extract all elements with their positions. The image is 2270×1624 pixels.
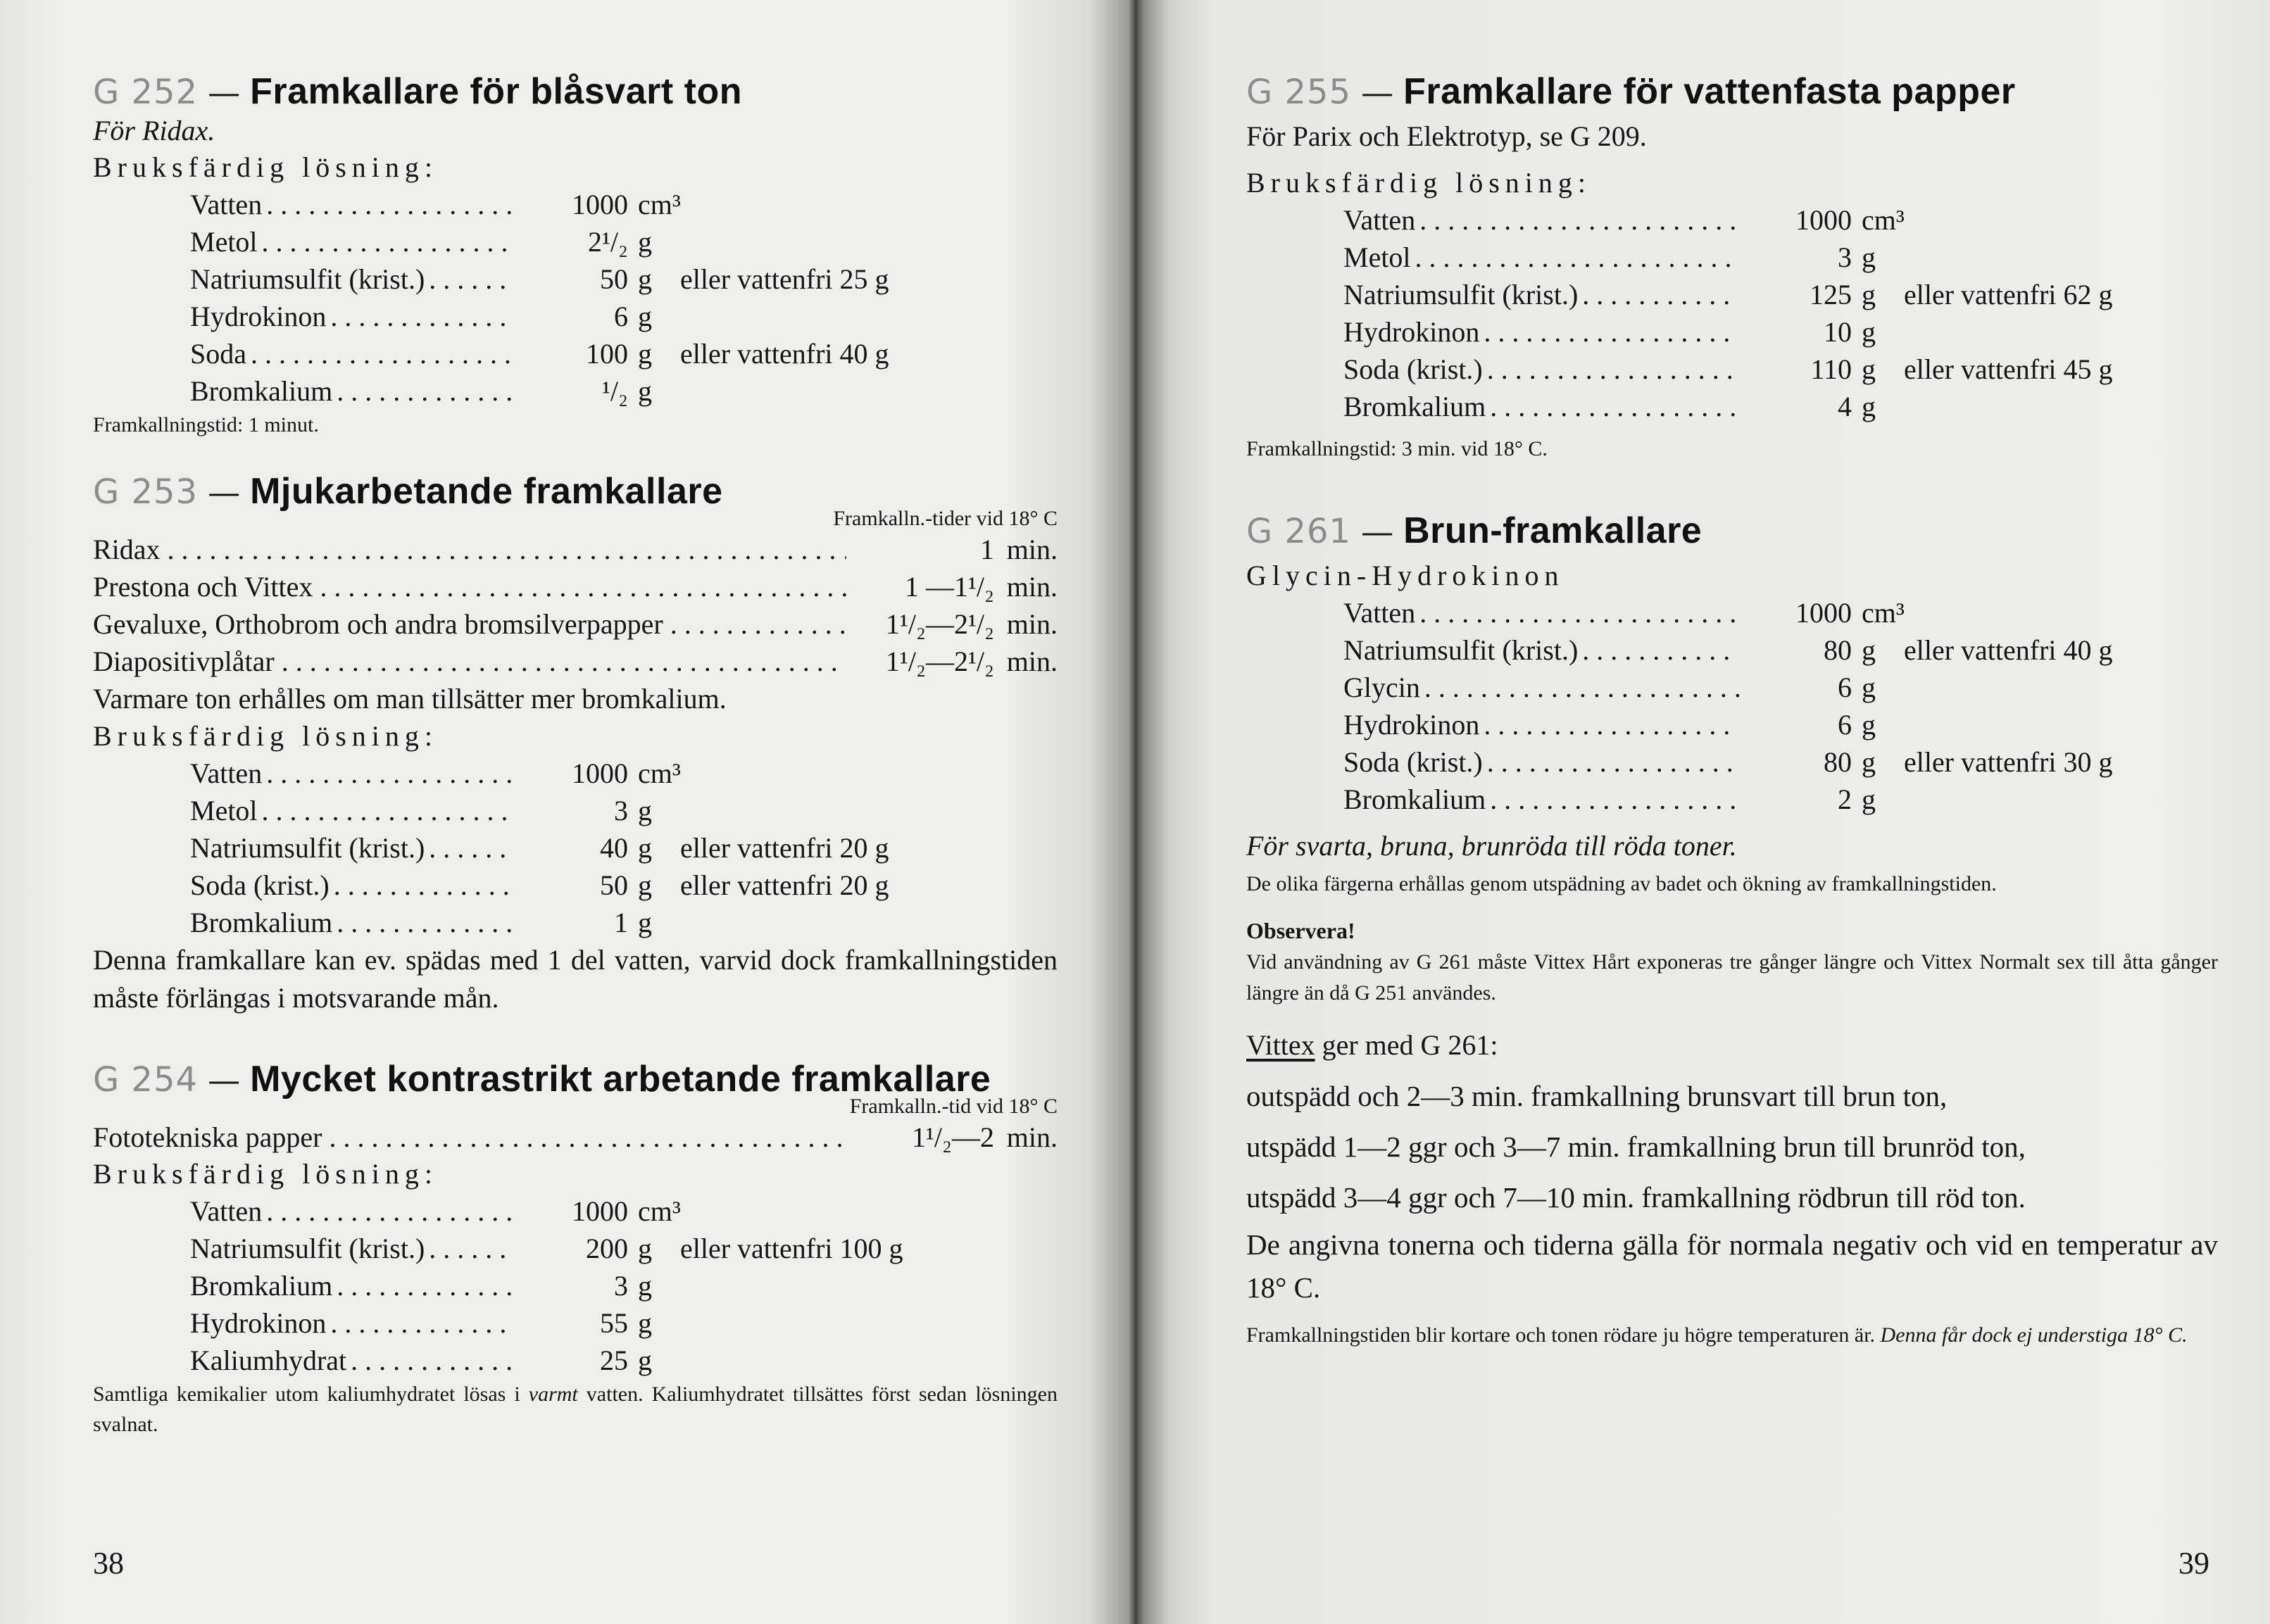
g253-times — [93, 531, 1058, 680]
ingredient-row: Metol . . . 3 g — [93, 792, 1058, 829]
g255-code: G 255 — [1246, 73, 1352, 112]
ingredient-row: Natriumsulfit (krist.) . . . 40 g eller vattenfri 20 g — [93, 829, 1058, 867]
ingredient-row: Natriumsulfit (krist.) . . . 200 g eller vattenfri 100 g — [93, 1230, 1058, 1267]
ingredient-row: Bromkalium . . . 1 g — [93, 904, 1058, 941]
ingredient-row: Bromkalium . . . ¹/₂ g — [93, 372, 1058, 410]
time-row: Prestona och Vittex . . . 1 —1¹/₂ min. — [93, 568, 1058, 605]
time-row: Ridax . . . 1 min. — [93, 531, 1058, 568]
g254-ready-label: Bruksfärdig lösning: — [93, 1157, 438, 1190]
time-row: Gevaluxe, Orthobrom och andra bromsilverpapper . . . 1¹/₂—2¹/₂ min. — [93, 605, 1058, 643]
g253-ready-label: Bruksfärdig lösning: — [93, 719, 438, 752]
right-page-content — [1246, 70, 2218, 1350]
g255-ready-label: Bruksfärdig lösning: — [1246, 167, 1591, 199]
g254-note: Samtliga kemikalier utom kaliumhydratet lösas i varmt vatten. Kaliumhydratet tillsättes först sedan lösningen svalnat. — [93, 1382, 1058, 1436]
g252-ingredients — [93, 186, 1058, 410]
ingredient-row: Soda (krist.) . . . 50 g eller vattenfri 20 g — [93, 867, 1058, 904]
g254-code: G 254 — [93, 1059, 199, 1100]
ingredient-row: Metol . . . 2¹/₂ g — [93, 223, 1058, 260]
g253-warm-note: Varmare ton erhålles om man tillsätter mer bromkalium. — [93, 682, 727, 715]
g252-title: Framkallare för blåsvart ton — [250, 71, 742, 112]
g254-title: Mycket kontrastrikt arbetande framkallare — [250, 1058, 991, 1100]
g261-ingredients — [1246, 594, 2218, 818]
result-line: utspädd 1—2 ggr och 3—7 min. framkallning brun till brunröd ton, — [1246, 1131, 2026, 1164]
g254-times-header: Framkalln.-tid vid 18° C — [849, 1094, 1058, 1118]
ingredient-row: Hydrokinon . . . 10 g — [1246, 313, 2218, 351]
g254-ingredients — [93, 1192, 1058, 1379]
g253-times-header: Framkalln.-tider vid 18° C — [833, 506, 1058, 530]
ingredient-row: Natriumsulfit (krist.) . . . 80 g eller vattenfri 40 g — [1246, 631, 2218, 669]
g255-note: Framkallningstid: 3 min. vid 18° C. — [1246, 437, 1548, 460]
ingredient-row: Vatten . . . 1000 cm³ — [1246, 594, 2218, 631]
g252-ready-label: Bruksfärdig lösning: — [93, 151, 438, 183]
ingredient-row: Soda (krist.) . . . 110 g eller vattenfri 45 g — [1246, 351, 2218, 388]
ingredient-row: Hydrokinon . . . 55 g — [93, 1304, 1058, 1342]
g255-ingredients — [1246, 201, 2218, 425]
g261-title: Brun-framkallare — [1403, 510, 1702, 551]
ingredient-row: Vatten . . . 1000 cm³ — [1246, 201, 2218, 239]
result-line: utspädd 3—4 ggr och 7—10 min. framkallning rödbrun till röd ton. — [1246, 1181, 2026, 1214]
ingredient-row: Bromkalium . . . 4 g — [1246, 388, 2218, 425]
ingredient-row: Bromkalium . . . 2 g — [1246, 781, 2218, 818]
page-number-left: 38 — [93, 1546, 124, 1580]
g253-ingredients — [93, 755, 1058, 941]
ingredient-row: Metol . . . 3 g — [1246, 239, 2218, 276]
g253-heading: G 253 — Mjukarbetande framkallare — [93, 470, 723, 512]
g252-code: G 252 — [93, 73, 199, 112]
g261-observe-text: Vid användning av G 261 måste Vittex Hårt exponeras tre gånger längre och Vittex Normalt sex till åtta gånger längre än då G 251 användes. — [1246, 950, 2218, 1005]
ingredient-row: Bromkalium . . . 3 g — [93, 1267, 1058, 1304]
g254-heading: G 254 — Mycket kontrastrikt arbetande framkallare — [93, 1058, 991, 1100]
g254-times — [93, 1119, 1058, 1156]
time-row: Fototekniska papper . . . 1¹/₂—2 min. — [93, 1119, 1058, 1156]
page-number-right: 39 — [2178, 1546, 2209, 1580]
g255-heading: G 255 — Framkallare för vattenfasta papper — [1246, 71, 2016, 112]
g261-tones: För svarta, bruna, brunröda till röda toner. — [1246, 829, 1737, 862]
g252-subtitle: För Ridax. — [93, 115, 215, 146]
g252-note: Framkallningstid: 1 minut. — [93, 413, 319, 436]
left-page-content — [93, 70, 1058, 1440]
ingredient-row: Hydrokinon . . . 6 g — [1246, 706, 2218, 743]
ingredient-row: Vatten . . . 1000 cm³ — [93, 755, 1058, 792]
ingredient-row: Soda . . . 100 g eller vattenfri 40 g — [93, 335, 1058, 372]
g261-code: G 261 — [1246, 511, 1352, 551]
result-line: outspädd och 2—3 min. framkallning brunsvart till brun ton, — [1246, 1080, 1948, 1113]
right-page — [1135, 0, 2270, 1624]
g261-subtitle: Glycin-Hydrokinon — [1246, 559, 1564, 591]
g253-dilution-note: Denna framkallare kan ev. spädas med 1 del vatten, varvid dock framkallningstiden måste förlängas i motsvarande mån. — [93, 943, 1058, 1014]
g261-heading: G 261 — Brun-framkallare — [1246, 510, 1702, 551]
ingredient-row: Kaliumhydrat . . . 25 g — [93, 1342, 1058, 1379]
ingredient-row: Vatten . . . 1000 cm³ — [93, 1192, 1058, 1230]
ingredient-row: Hydrokinon . . . 6 g — [93, 298, 1058, 335]
ingredient-row: Glycin . . . 6 g — [1246, 669, 2218, 706]
g255-subtitle: För Parix och Elektrotyp, se G 209. — [1246, 120, 1647, 152]
g261-observe-label: Observera! — [1246, 918, 1355, 943]
g261-normal-note: De angivna tonerna och tiderna gälla för normala negativ och vid en temperatur av 18° C. — [1246, 1228, 2218, 1304]
g261-final-note: Framkallningstiden blir kortare och tonen rödare ju högre temperaturen är. Denna får dock ej understiga 18° C. — [1246, 1323, 2188, 1347]
ingredient-row: Vatten . . . 1000 cm³ — [93, 186, 1058, 223]
ingredient-row: Natriumsulfit (krist.) . . . 125 g eller vattenfri 62 g — [1246, 276, 2218, 313]
ingredient-row: Soda (krist.) . . . 80 g eller vattenfri 30 g — [1246, 743, 2218, 781]
g252-heading: G 252 — Framkallare för blåsvart ton — [93, 71, 742, 112]
ingredient-row: Natriumsulfit (krist.) . . . 50 g eller vattenfri 25 g — [93, 260, 1058, 298]
g261-colors-note: De olika färgerna erhållas genom utspädning av badet och ökning av framkallningstiden. — [1246, 871, 1997, 895]
g253-code: G 253 — [93, 472, 199, 512]
g253-title: Mjukarbetande framkallare — [250, 470, 723, 512]
g255-title: Framkallare för vattenfasta papper — [1403, 71, 2016, 112]
g261-results — [1246, 1071, 2218, 1223]
time-row: Diapositivplåtar . . . 1¹/₂—2¹/₂ min. — [93, 643, 1058, 680]
g261-vittex-line: Vittex ger med G 261: — [1246, 1029, 1498, 1062]
